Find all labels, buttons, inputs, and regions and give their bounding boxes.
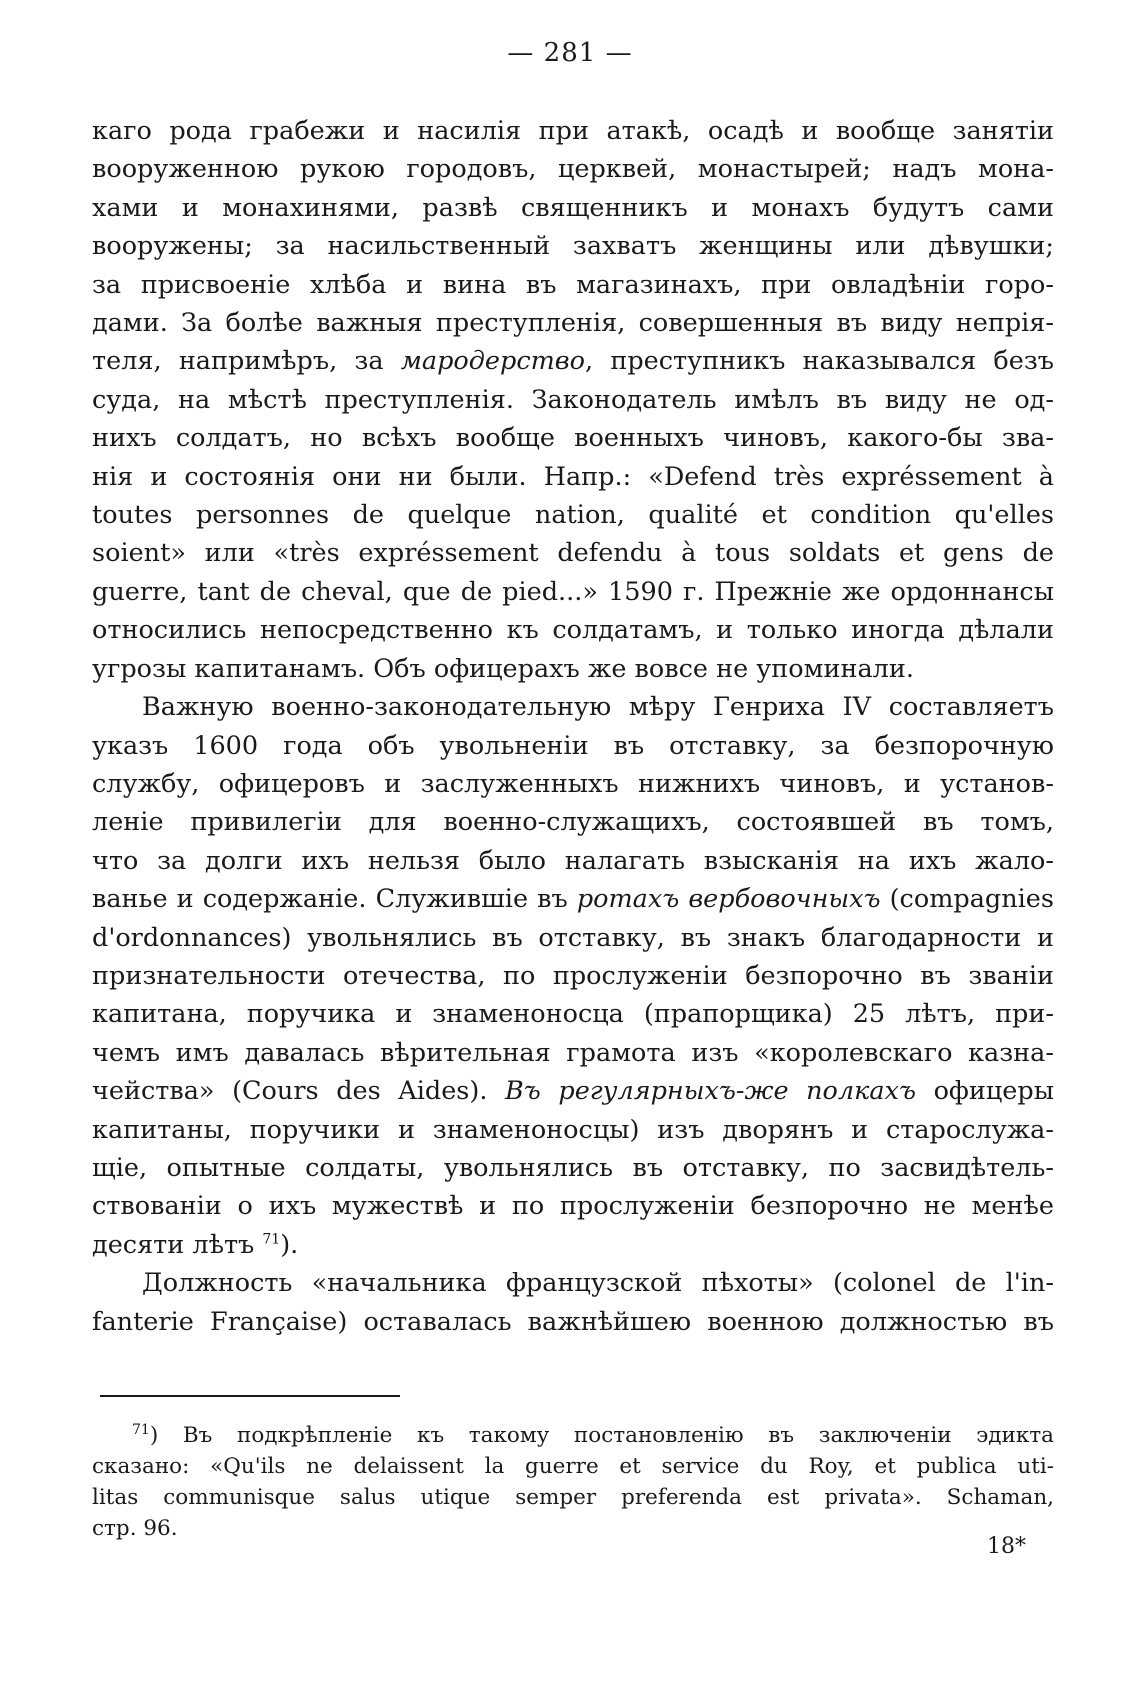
text-line: хами и монахинями, развѣ священникъ и монахъ будутъ сами — [92, 192, 1054, 223]
text-line: Важную военно-законодательную мѣру Генриха IV составляетъ — [142, 692, 1054, 723]
text-line: леніе привилегіи для военно-служащихъ, состоявшей въ томъ, — [92, 807, 1054, 838]
text-line: d'ordonnances) увольнялись въ отставку, въ знакъ благодарности и — [92, 922, 1054, 953]
text-line — [92, 342, 1054, 380]
text-line: ствованіи о ихъ мужествѣ и по прослуженіи безпорочно не менѣе — [92, 1191, 1054, 1222]
text-segment: офицеры — [915, 1076, 1054, 1107]
text-line: soient» или «très expréssement defendu à tous soldats et gens de — [92, 538, 1054, 569]
text-segment: (compagnies — [880, 884, 1054, 915]
text-line: вооруженною рукою городовъ, церквей, монастырей; надъ мона- — [92, 154, 1054, 185]
footnote-divider — [100, 1395, 400, 1397]
text-line: каго рода грабежи и насилія при атакѣ, осадѣ и вообще занятіи — [92, 116, 1054, 146]
text-segment: ) Въ подкрѣпленіе къ такому постановленію въ заключеніи эдикта — [149, 1423, 1054, 1448]
text-line: за присвоеніе хлѣба и вина въ магазинахъ, при овладѣніи горо- — [92, 269, 1054, 300]
text-line: вооружены; за насильственный захватъ женщины или дѣвушки; — [92, 231, 1054, 262]
signature-mark: 18* — [987, 1534, 1026, 1559]
text-line: капитаны, поручики и знаменоносцы) изъ дворянъ и старослужа- — [92, 1114, 1054, 1145]
text-line: нія и состоянія они ни были. Напр.: «Defend très expréssement à — [92, 461, 1054, 492]
page-number: — 281 — — [507, 38, 633, 68]
text-segment: чейства» (Cours des Aides). — [92, 1076, 506, 1107]
text-line: guerre, tant de cheval, que de pied...» 1590 г. Прежніе же ордоннансы — [92, 576, 1054, 607]
text-segment: ванье и содержаніе. Служившіе въ — [92, 884, 577, 915]
text-line: toutes personnes de quelque nation, qualité et condition qu'elles — [92, 500, 1054, 531]
italic-term: ротахъ вербовочныхъ — [576, 884, 881, 915]
text-line: нихъ солдатъ, но всѣхъ вообще военныхъ чиновъ, какого-бы зва- — [92, 423, 1054, 454]
text-line: суда, на мѣстѣ преступленія. Законодатель имѣлъ въ виду не од- — [92, 384, 1054, 415]
footnote — [92, 1420, 1054, 1544]
text-line: указъ 1600 года объ увольненіи въ отставку, за безпорочную — [92, 730, 1054, 761]
text-line — [92, 1072, 1054, 1110]
footnote-line — [92, 1420, 1054, 1451]
text-line — [92, 1226, 1054, 1264]
main-text — [92, 112, 1054, 1341]
text-line: Должность «начальника французской пѣхоты» (colonel de l'in- — [142, 1268, 1054, 1299]
footnote-line: сказано: «Qu'ils ne delaissent la guerre et service du Roy, et publica uti- — [92, 1454, 1054, 1479]
text-line: капитана, поручика и знаменоносца (прапорщика) 25 лѣтъ, при- — [92, 999, 1054, 1030]
footnote-line: litas communisque salus utique semper preferenda est privata». Schaman, — [92, 1485, 1054, 1510]
text-segment: десяти лѣтъ — [92, 1229, 263, 1260]
italic-term: Въ регулярныхъ-же полкахъ — [505, 1076, 916, 1107]
text-line: дами. За болѣе важныя преступленія, совершенныя въ виду непрія- — [92, 308, 1054, 339]
text-segment: ). — [280, 1229, 299, 1260]
footnote-ref[interactable]: 71 — [262, 1231, 281, 1248]
text-line: что за долги ихъ нельзя было налагать взысканія на ихъ жало- — [92, 845, 1054, 876]
text-line — [92, 880, 1054, 918]
text-line: признательности отечества, по прослуженіи безпорочно въ званіи — [92, 960, 1054, 991]
text-segment: , преступникъ наказывался безъ — [585, 346, 1054, 377]
text-line: щіе, опытные солдаты, увольнялись въ отставку, по засвидѣтель- — [92, 1152, 1054, 1183]
footnote-line: стр. 96. — [92, 1516, 178, 1541]
footnote-marker: 71 — [132, 1421, 150, 1438]
italic-term: мародерство — [400, 346, 586, 377]
text-line: fanterie Française) оставалась важнѣйшею военною должностью въ — [92, 1306, 1054, 1337]
text-segment: теля, напримѣръ, за — [92, 346, 401, 377]
text-line: службу, офицеровъ и заслуженныхъ нижнихъ чиновъ, и установ- — [92, 768, 1054, 799]
text-line: относились непосредственно къ солдатамъ, и только иногда дѣлали — [92, 615, 1054, 646]
text-line: чемъ имъ давалась вѣрительная грамота изъ «королевскаго казна- — [92, 1037, 1054, 1068]
text-line: угрозы капитанамъ. Объ офицерахъ же вовсе не упоминали. — [92, 653, 914, 684]
